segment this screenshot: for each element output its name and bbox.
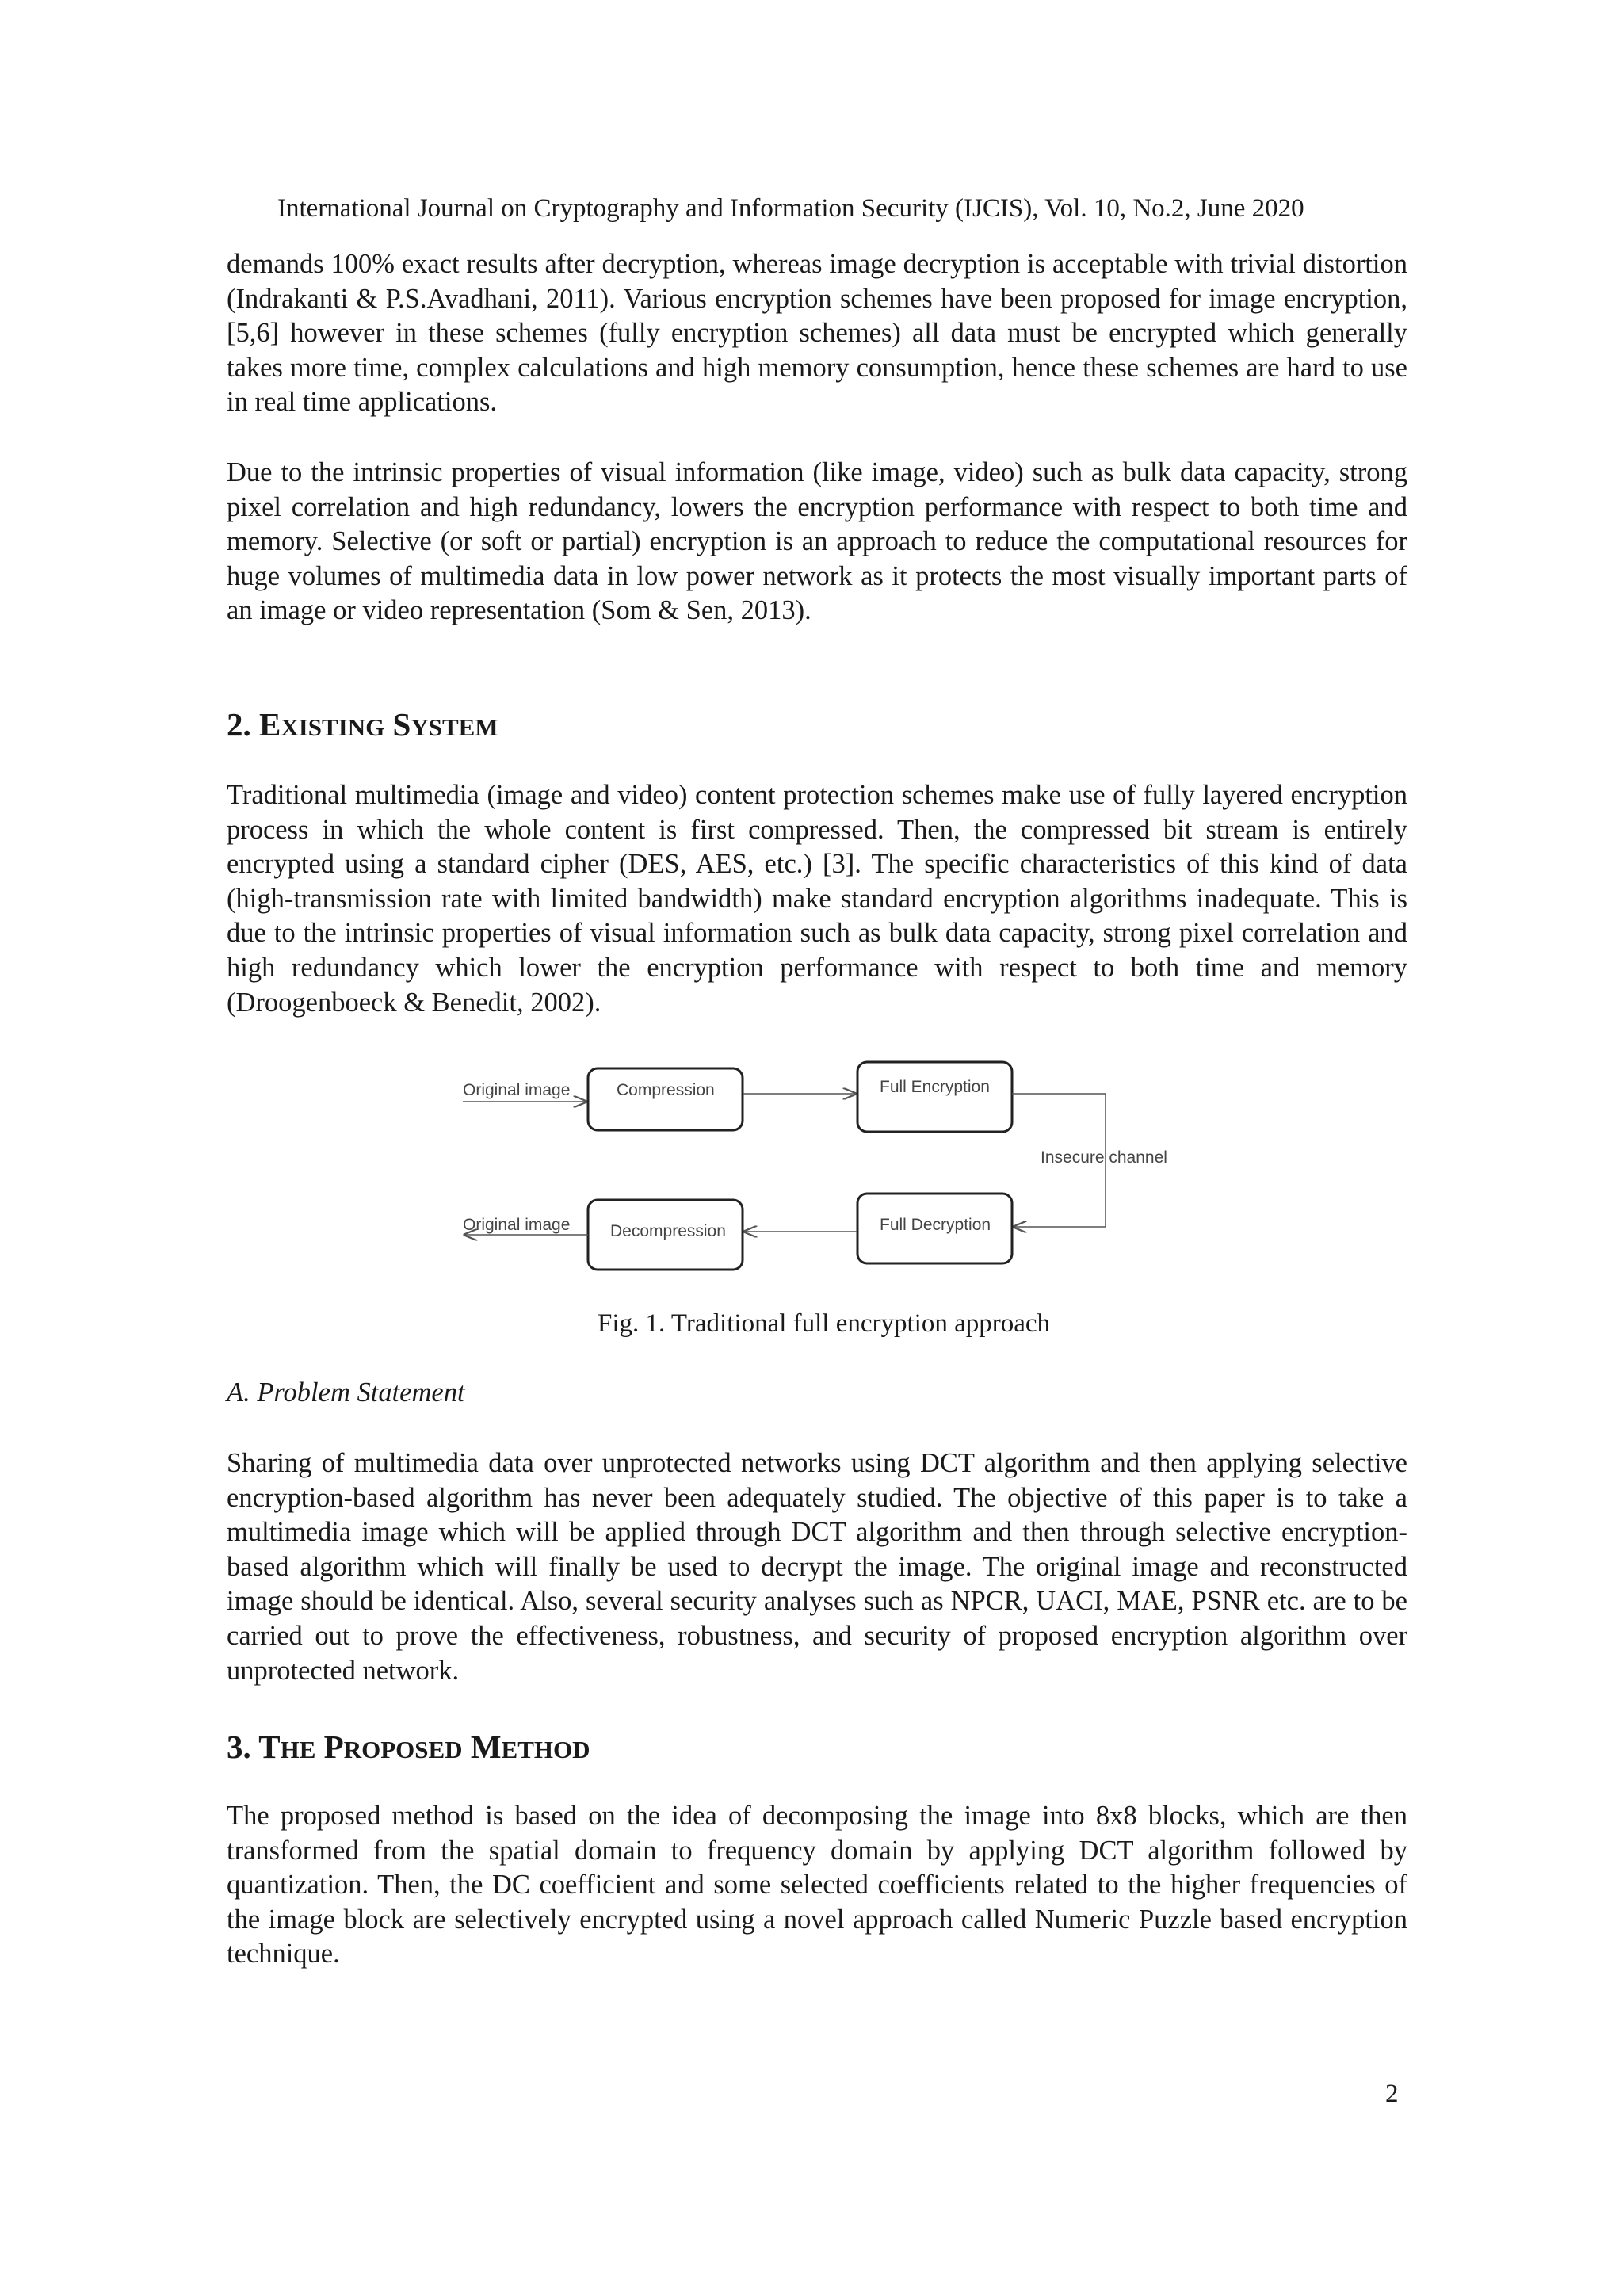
label-original-image-output: Original image [463,1216,571,1234]
journal-header: International Journal on Cryptography and Information Security (IJCIS), Vol. 10, No.2, June 2020 [277,194,1304,223]
section-heading-existing-system: 2. EXISTING SYSTEM [227,706,498,743]
full-encryption-box [857,1062,1012,1132]
paragraph-problem-statement: Sharing of multimedia data over unprotected networks using DCT algorithm and then applying selective encryption-based algorithm has never been adequately studied. The objective of this paper is to take a multimedia image which will be applied through DCT algorithm and then through selective encryption-based algorithm which will finally be used to decrypt the image. The original image and reconstructed image should be identical. Also, several security analyses such as NPCR, UACI, MAE, PSNR etc. are to be carried out to prove the effectiveness, robustness, and security of proposed encryption algorithm over unprotected network. [227,1448,1407,1686]
insecure-channel-label: Insecure channel [1041,1148,1167,1167]
decompression-label: Decompression [610,1222,726,1240]
label-original-image-input: Original image [463,1081,571,1099]
full-decryption-label: Full Decryption [880,1216,991,1234]
compression-label: Compression [617,1081,715,1099]
page-number: 2 [1385,2080,1399,2108]
paragraph-selective-encryption: Due to the intrinsic properties of visual information (like image, video) such as bulk data capacity, strong pixel correlation and high redundancy, lowers the encryption performance with respect to both time and memory. Selective (or soft or partial) encryption is an approach to reduce the computational resources for huge volumes of multimedia data in low power network as it protects the most visually important parts of an image or video representation (Som & Sen, 2013). [227,457,1407,626]
paragraph-existing-system: Traditional multimedia (image and video) content protection schemes make use of fully layered encryption process in which the whole content is first compressed. Then, the compressed bit stream is entirely encrypted using a standard cipher (DES, AES, etc.) [3]. The specific characteristics of this kind of data (high-transmission rate with limited bandwidth) make standard encryption algorithms inadequate. This is due to the intrinsic properties of visual information such as bulk data capacity, strong pixel correlation and high redundancy which lower the encryption performance with respect to both time and memory (Droogenboeck & Benedit, 2002). [227,780,1407,1018]
compression-box [588,1068,743,1130]
paragraph-intro-continued: demands 100% exact results after decryption, whereas image decryption is acceptable with trivial distortion (Indrakanti & P.S.Avadhani, 2011). Various encryption schemes have been proposed for image encryption, [5,6] however in these schemes (fully encryption schemes) all data must be encrypted which generally takes more time, complex calculations and high memory consumption, hence these schemes are hard to use in real time applications. [227,249,1407,418]
subsection-heading-problem-statement: A. Problem Statement [227,1377,465,1408]
full-encryption-diagram [452,1046,1197,1284]
section-heading-proposed-method: 3. THE PROPOSED METHOD [227,1729,590,1765]
figure-caption: Fig. 1. Traditional full encryption approach [598,1309,1051,1338]
full-encryption-label: Full Encryption [880,1078,990,1096]
paragraph-proposed-method: The proposed method is based on the idea of decomposing the image into 8x8 blocks, which are then transformed from the spatial domain to frequency domain by applying DCT algorithm followed by quantization. Then, the DC coefficient and some selected coefficients related to the higher frequencies of the image block are selectively encrypted using a novel approach called Numeric Puzzle based encryption technique. [227,1801,1407,1969]
